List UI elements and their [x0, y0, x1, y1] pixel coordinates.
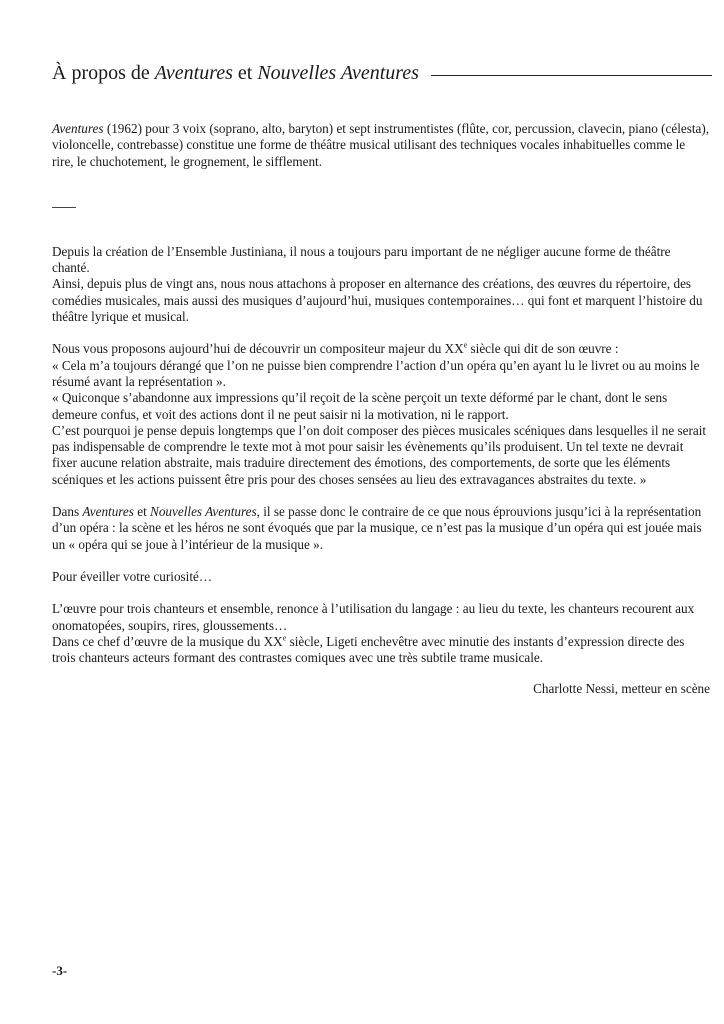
- article-body: [52, 121, 710, 698]
- paragraph-history: Ainsi, depuis plus de vingt ans, nous nous attachons à proposer en alternance des créations, des œuvres du répertoire, des comédies musicales, mais aussi des musiques d’aujourd’hui, musiques contemporaines… qui font et marquent l’histoire du théâtre lyrique et musical.: [52, 276, 703, 325]
- contrast-mid: et: [133, 504, 151, 520]
- page-number: -3-: [52, 963, 68, 978]
- composer-text-post: siècle qui dit de son œuvre :: [467, 341, 619, 357]
- quote-1: « Cela m’a toujours dérangé que l’on ne puisse bien comprendre l’action d’un opéra qu’en ayant lu le livret ou au moins le résumé avant la représentation ».: [52, 357, 700, 389]
- title-work-2: Nouvelles Aventures: [257, 62, 419, 84]
- author-signature: Charlotte Nessi, metteur en scène: [533, 681, 710, 697]
- title-rule: [431, 75, 712, 76]
- paragraph-contrast: [52, 504, 710, 553]
- paragraph-ligeti: [52, 634, 710, 667]
- quote-3: C’est pourquoi je pense depuis longtemps que l’on doit composer des pièces musicales scéniques dans lesquelles il ne serait pas indispensable de comprendre le texte mot à mot pour saisir les évènements qu’ils produisent. Un tel texte ne devrait fixer aucune relation abstraite, mais traduire directement des émotions, des comportements, de sorte que les éléments scéniques et les actions puissent être pris pour des choses sensées au lieu des extravagances abstraites du texte. »: [52, 422, 707, 487]
- paragraph-ensemble: Depuis la création de l’Ensemble Justiniana, il nous a toujours paru important de ne négliger aucune forme de théâtre chanté.: [52, 243, 671, 276]
- paragraph-curiosity: Pour éveiller votre curiosité…: [52, 568, 213, 584]
- contrast-work-1: Aventures: [82, 504, 134, 520]
- contrast-post: , il se passe donc le contraire de ce que nous éprouvions jusqu’ici à la représentation d’un opéra : la scène et les héros ne sont évoqués que par la musique, ce n’est pas la musique d’un opéra qui est jouée mais un « opéra qui se joue à l’intérieur de la musique ».: [52, 504, 702, 552]
- title-prefix: À propos de: [52, 62, 155, 84]
- title-conjunction: et: [232, 62, 258, 84]
- page-title: [52, 62, 419, 85]
- title-work-1: Aventures: [154, 62, 233, 84]
- paragraph-language: L’œuvre pour trois chanteurs et ensemble, renonce à l’utilisation du langage : au lieu du texte, les chanteurs recourent aux onomatopées, soupirs, rires, gloussements…: [52, 601, 695, 633]
- ligeti-pre: Dans ce chef d’œuvre de la musique du XX: [52, 633, 283, 649]
- quote-2: « Quiconque s’abandonne aux impressions qu’il reçoit de la scène perçoit un texte déformé par le chant, dont le sens demeure confus, et voit des actions dont il ne peut saisir ni la motivation, ni le rapport.: [52, 390, 668, 422]
- paragraph-composer: [52, 341, 710, 357]
- ligeti-post: siècle, Ligeti enchevêtre avec minutie des instants d’expression directe des trois chanteurs acteurs formant des contrastes comiques avec une très subtile trame musicale.: [52, 633, 685, 666]
- intro-paragraph: [52, 121, 710, 170]
- intro-work-title: Aventures: [52, 121, 104, 136]
- contrast-pre: Dans: [52, 504, 83, 520]
- document-page: [52, 0, 712, 1024]
- composer-text-pre: Nous vous proposons aujourd’hui de découvrir un compositeur majeur du XX: [52, 341, 464, 357]
- century-superscript-2: e: [282, 633, 287, 643]
- contrast-work-2: Nouvelles Aventures: [150, 504, 257, 520]
- section-divider: [52, 207, 76, 208]
- intro-text: (1962) pour 3 voix (soprano, alto, baryton) et sept instrumentistes (flûte, cor, percussion, clavecin, piano (célesta), violoncelle, contrebasse) constitue une forme de théâtre musical utilisant des techniques vocales inhabituelles comme le rire, le chuchotement, le grognement, le sifflement.: [52, 121, 710, 169]
- heading-row: [52, 62, 712, 85]
- century-superscript: e: [463, 340, 468, 350]
